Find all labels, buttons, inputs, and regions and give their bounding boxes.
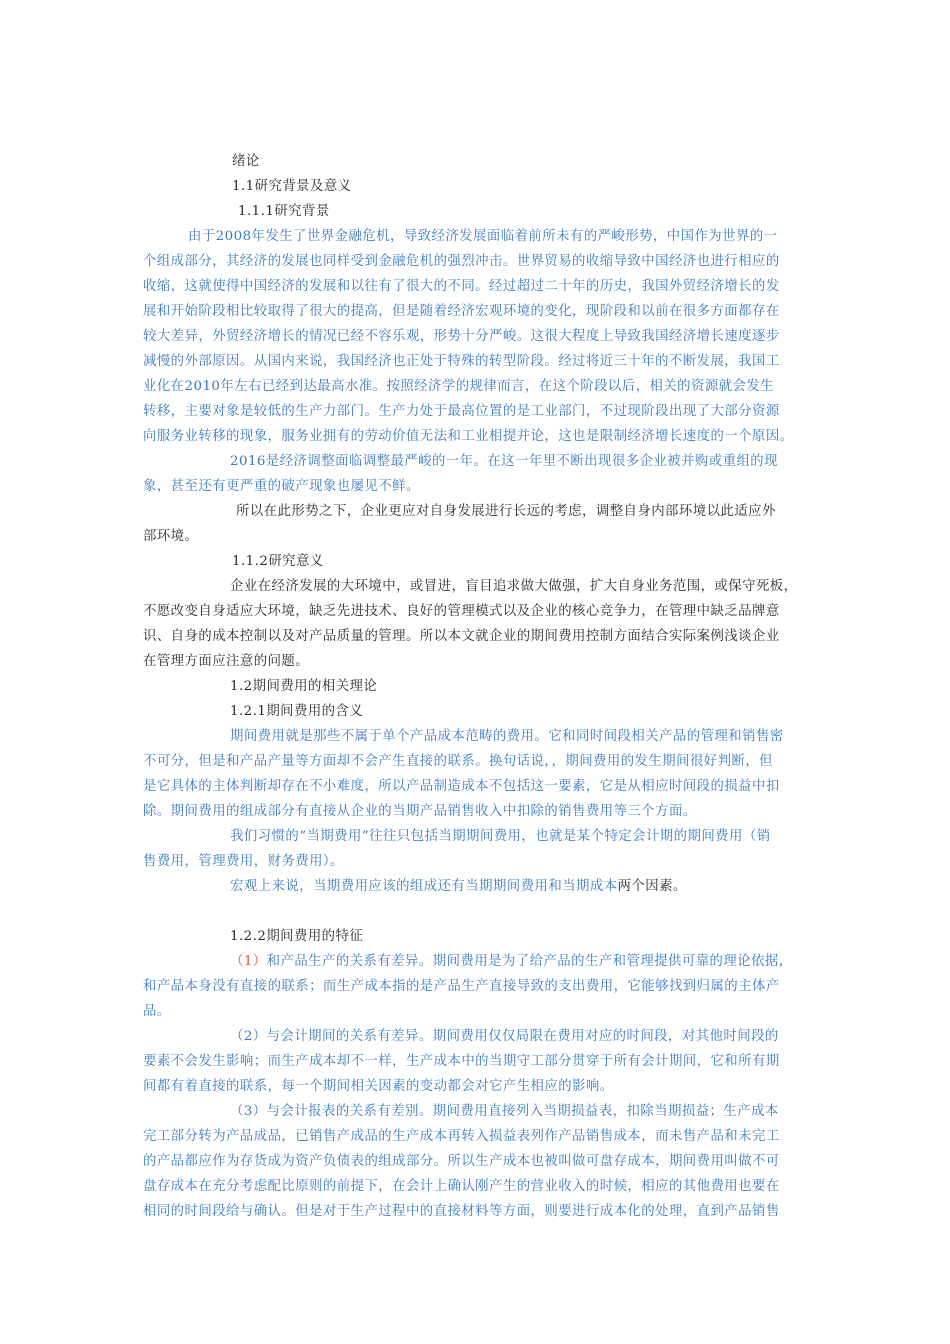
paragraph-line: 减慢的外部原因。从国内来说，我国经济也正处于特殊的转型阶段。经过将近三十年的不断发展，我国工 xyxy=(143,354,780,369)
paragraph-line: 间都有着直接的联系，每一个期间相关因素的变动都会对它产生相应的影响。 xyxy=(143,1079,614,1094)
paragraph-text: 两个因素。 xyxy=(617,879,687,894)
paragraph-line: 售费用，管理费用，财务费用）。 xyxy=(143,854,344,869)
paragraph-text: 宏观上来说，当期费用应该的组成还有当期期间费用和当期成本 xyxy=(230,879,618,894)
paragraph-line: 个组成部分，其经济的发展也同样受到金融危机的强烈冲击。世界贸易的收缩导致中国经济也进行相应的 xyxy=(143,254,780,269)
paragraph-line: 品。 xyxy=(143,1004,171,1019)
paragraph-line: 2016是经济调整面临调整最严峻的一年。在这一年里不断出现很多企业被并购或重组的现 xyxy=(230,454,778,469)
paragraph-line: 象，甚至还有更严重的破产现象也屡见不鲜。 xyxy=(143,479,420,494)
paragraph-line: 识、自身的成本控制以及对产品质量的管理。所以本文就企业的期间费用控制方面结合实际案例浅谈企业 xyxy=(143,629,780,644)
paragraph-text: 和产品生产的关系有差异。期间费用是为了给产品的生产和管理提供可靠的理论依据， xyxy=(266,954,793,969)
subsection-heading-1-2-1: 1.2.1期间费用的含义 xyxy=(230,704,364,719)
paragraph-line: （3）与会计报表的关系有差别。期间费用直接列入当期损益表，扣除当期损益；生产成本 xyxy=(230,1104,779,1119)
paragraph-line: （2）与会计期间的关系有差异。期间费用仅仅局限在费用对应的时间段，对其他时间段的 xyxy=(230,1029,779,1044)
paragraph-line: 向服务业转移的现象，服务业拥有的劳动价值无法和工业相提并论，这也是限制经济增长速度的一个原因。 xyxy=(143,429,794,444)
paragraph-line: 的产品都应作为存货成为资产负债表的组成部分。所以生产成本也被叫做可盘存成本，期间费用叫做不可 xyxy=(143,1154,780,1169)
paragraph-line: 企业在经济发展的大环境中，或冒进，盲目追求做大做强，扩大自身业务范围，或保守死板， xyxy=(230,579,798,594)
paragraph-line xyxy=(230,953,793,971)
paragraph-line: 我们习惯的“当期费用”往往只包括当期期间费用，也就是某个特定会计期的期间费用（销 xyxy=(230,829,771,844)
section-heading-1-2: 1.2期间费用的相关理论 xyxy=(230,679,378,694)
paragraph-line: 较大差异，外贸经济增长的情况已经不容乐观，形势十分严峻。这很大程度上导致我国经济增长速度逐步 xyxy=(143,329,780,344)
paragraph-line: 展和开始阶段相比较取得了很大的提高，但是随着经济宏观环境的变化，现阶段和以前在很多方面都存在 xyxy=(143,304,780,319)
chapter-title: 绪论 xyxy=(232,154,260,169)
paragraph-line: 不可分，但是和产品产量等方面却不会产生直接的联系。换句话说，，期间费用的发生期间很好判断，但 xyxy=(143,754,773,769)
paragraph-line: 由于2008年发生了世界金融危机，导致经济发展面临着前所未有的严峻形势，中国作为世界的一 xyxy=(188,229,778,244)
section-heading-1-1: 1.1研究背景及意义 xyxy=(232,179,352,194)
paragraph-line: 完工部分转为产品成品，已销售产成品的生产成本再转入损益表列作产品销售成本，而未售产品和未完工 xyxy=(143,1129,780,1144)
list-marker: （1） xyxy=(230,954,267,969)
paragraph-line: 盘存成本在充分考虑配比原则的前提下，在会计上确认刚产生的营业收入的时候，相应的其他费用也要在 xyxy=(143,1179,780,1194)
paragraph-line: 转移，主要对象是较低的生产力部门。生产力处于最高位置的是工业部门，不过现阶段出现了大部分资源 xyxy=(143,404,780,419)
paragraph-line: 部环境。 xyxy=(143,529,199,544)
paragraph-line: 在管理方面应注意的问题。 xyxy=(143,654,310,669)
paragraph-line xyxy=(230,878,687,896)
subsection-heading-1-1-1: 1.1.1研究背景 xyxy=(238,204,330,219)
paragraph-line: 除。期间费用的组成部分有直接从企业的当期产品销售收入中扣除的销售费用等三个方面。 xyxy=(143,804,697,819)
paragraph-line: 要素不会发生影响；而生产成本却不一样，生产成本中的当期守工部分贯穿于所有会计期间，它和所有期 xyxy=(143,1054,780,1069)
paragraph-line: 收缩，这就使得中国经济的发展和以往有了很大的不同。经过超过二十年的历史，我国外贸经济增长的发 xyxy=(143,279,780,294)
paragraph-line: 相同的时间段给与确认。但是对于生产过程中的直接材料等方面，则要进行成本化的处理，直到产品销售 xyxy=(143,1204,780,1219)
subsection-heading-1-1-2: 1.1.2研究意义 xyxy=(232,554,324,569)
paragraph-line: 期间费用就是那些不属于单个产品成本范畴的费用。它和同时间段相关产品的管理和销售密 xyxy=(230,729,784,744)
paragraph-line: 和产品本身没有直接的联系；而生产成本指的是产品生产直接导致的支出费用，它能够找到归属的主体产 xyxy=(143,979,780,994)
paragraph-line: 业化在2010年左右已经到达最高水准。按照经济学的规律而言，在这个阶段以后，相关的资源就会发生 xyxy=(143,379,775,394)
subsection-heading-1-2-2: 1.2.2期间费用的特征 xyxy=(230,929,364,944)
paragraph-line: 是它具体的主体判断却存在不小难度，所以产品制造成本不包括这一要素，它是从相应时间段的损益中扣 xyxy=(143,779,780,794)
paragraph-line: 所以在此形势之下，企业更应对自身发展进行长远的考虑，调整自身内部环境以此适应外 xyxy=(236,504,776,519)
paragraph-line: 不愿改变自身适应大环境，缺乏先进技术、良好的管理模式以及企业的核心竞争力，在管理中缺乏品牌意 xyxy=(143,604,780,619)
